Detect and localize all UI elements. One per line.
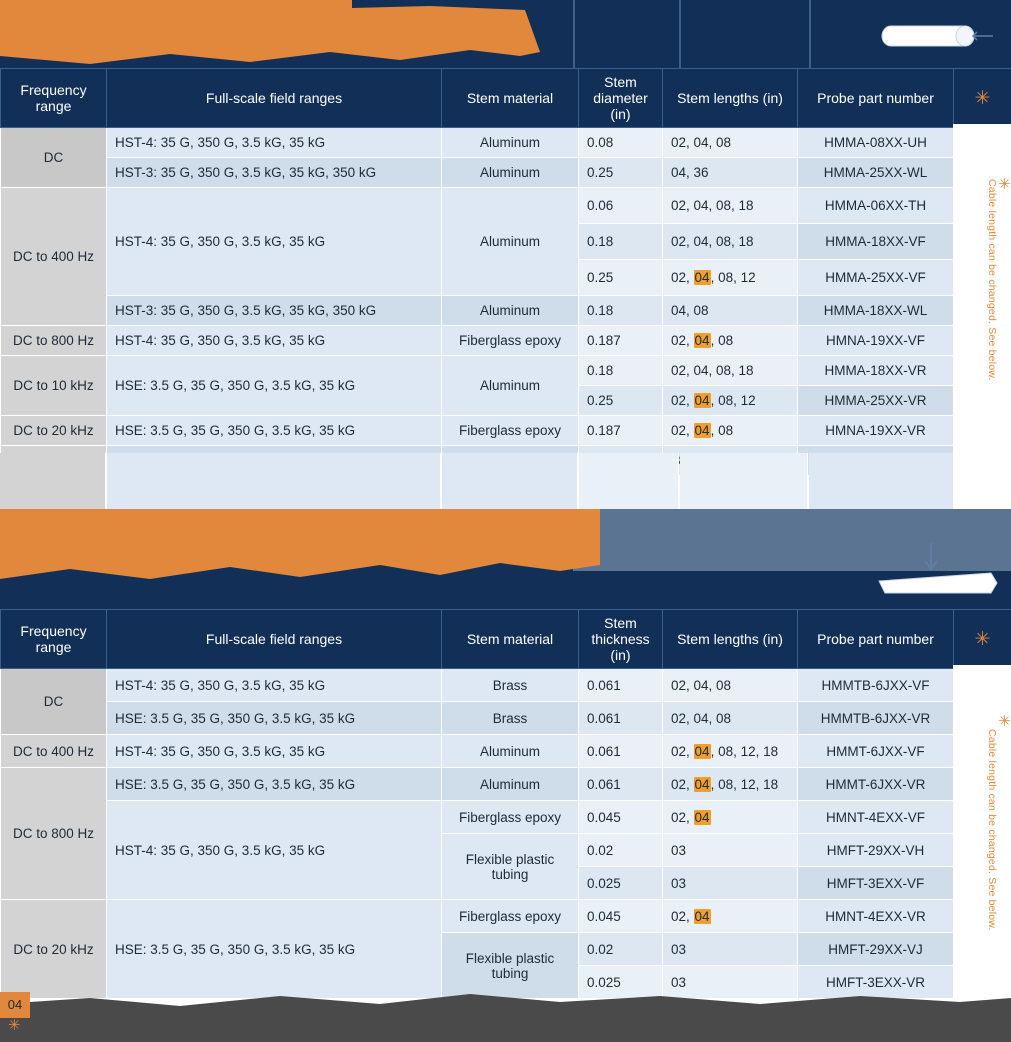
th-stem-material: Stem material [442, 69, 579, 128]
cell-frequency-range: DC to 400 Hz [1, 188, 107, 326]
cell-probe-part-number: HMMTB-6JXX-VF [798, 669, 954, 702]
cell-stem-material: Aluminum [442, 188, 579, 296]
table-row [1, 801, 1011, 834]
cell-stem-material: Fiberglass epoxy [442, 900, 579, 933]
cell-field-ranges: HST-4: 35 G, 350 G, 3.5 kG, 35 kG [107, 735, 442, 768]
bottom-star-icon: ✳ [8, 1017, 21, 1034]
table1-header-row [1, 69, 1011, 128]
cell-field-ranges: HST-4: 35 G, 350 G, 3.5 kG, 35 kG [107, 326, 442, 356]
cell-probe-part-number: HMMA-18XX-VF [798, 224, 954, 260]
th-stem-lengths: Stem lengths (in) [663, 69, 798, 128]
th2-footnote-star [954, 610, 1011, 669]
highlight-code: 04 [694, 743, 710, 759]
table-row [1, 356, 1011, 386]
top-orange-torn-band [0, 0, 573, 68]
cell-stem-thickness: 0.02 [579, 834, 663, 867]
cell-stem-material: Brass [442, 669, 579, 702]
probe-tube-icon [871, 537, 1001, 599]
cell-stem-lengths: 02, 04, 08 [663, 669, 798, 702]
cell-stem-material: Fiberglass epoxy [442, 801, 579, 834]
th-footnote-star [954, 69, 1011, 128]
highlight-code: 04 [694, 908, 710, 924]
cell-probe-part-number: HMFT-29XX-VH [798, 834, 954, 867]
cell-stem-lengths: 02, 04, 08, 18 [663, 356, 798, 386]
cell-probe-part-number: HMFT-3EXX-VR [798, 966, 954, 999]
cell-stem-lengths: 02, 04, 08 [663, 326, 798, 356]
cell-probe-part-number: HMNA-19XX-VF [798, 326, 954, 356]
cell-stem-lengths: 04, 36 [663, 158, 798, 188]
table2-cable-note [953, 712, 1011, 947]
cell-frequency-range: DC to 20 kHz [1, 416, 107, 446]
cell-stem-diameter: 0.187 [579, 326, 663, 356]
cell-stem-lengths: 02, 04, 08, 18 [663, 188, 798, 224]
cell-stem-diameter: 0.06 [579, 188, 663, 224]
highlight-code: 04 [694, 393, 710, 409]
cell-field-ranges: HST-3: 35 G, 350 G, 3.5 kG, 35 kG, 350 kG [107, 296, 442, 326]
middle-torn-band [0, 509, 1011, 617]
cell-stem-material: Flexible plastic tubing [442, 933, 579, 999]
cell-probe-part-number: HMMA-25XX-WL [798, 158, 954, 188]
cell-stem-thickness: 0.061 [579, 669, 663, 702]
bottom-torn-band [0, 986, 1011, 1042]
side-star-icon-2: ✳ [998, 713, 1011, 730]
cell-stem-material: Aluminum [442, 128, 579, 158]
cell-probe-part-number: HMMA-25XX-VR [798, 386, 954, 416]
cell-stem-thickness: 0.045 [579, 801, 663, 834]
cell-stem-diameter: 0.25 [579, 386, 663, 416]
table-row [1, 702, 1011, 735]
cell-stem-diameter: 0.18 [579, 356, 663, 386]
th2-frequency-range: Frequency range [1, 610, 107, 669]
star-icon: ✳ [974, 87, 991, 109]
side-star-icon: ✳ [998, 176, 1011, 193]
cell-stem-lengths: 03 [663, 867, 798, 900]
cell-stem-diameter: 0.18 [579, 296, 663, 326]
probe-spec-table-1 [0, 68, 1011, 476]
header-divider-3 [809, 0, 811, 68]
cell-stem-lengths: 02, 04, 08 [663, 416, 798, 446]
cell-stem-material: Aluminum [442, 768, 579, 801]
header-divider-2 [679, 0, 681, 68]
cell-stem-diameter: 0.25 [579, 260, 663, 296]
cell-stem-lengths: 02, 04, 08 [663, 128, 798, 158]
cell-stem-lengths: 03 [663, 966, 798, 999]
side-note-text: Cable length can be changed. See below. [986, 179, 999, 381]
cell-frequency-range: DC [1, 669, 107, 735]
cell-stem-thickness: 0.061 [579, 735, 663, 768]
cell-probe-part-number: HMFT-3EXX-VF [798, 867, 954, 900]
th-probe-part-number: Probe part number [798, 69, 954, 128]
cell-probe-part-number: HMMA-18XX-WL [798, 296, 954, 326]
cell-field-ranges: HST-4: 35 G, 350 G, 3.5 kG, 35 kG [107, 669, 442, 702]
cell-stem-lengths: 03 [663, 834, 798, 867]
cell-field-ranges: HST-4: 35 G, 350 G, 3.5 kG, 35 kG [107, 188, 442, 296]
cell-field-ranges: HSE: 3.5 G, 35 G, 350 G, 3.5 kG, 35 kG [107, 900, 442, 999]
side-note-text-2: Cable length can be changed. See below. [986, 728, 999, 931]
highlight-code: 04 [694, 809, 710, 825]
th-frequency-range: Frequency range [1, 69, 107, 128]
cell-probe-part-number: HMNT-4EXX-VF [798, 801, 954, 834]
cell-stem-lengths: 02, 04, 08, 12 [663, 260, 798, 296]
cell-field-ranges: HST-3: 35 G, 350 G, 3.5 kG, 35 kG, 350 kG [107, 158, 442, 188]
header-divider-1 [573, 0, 575, 68]
cell-field-ranges: HSE: 3.5 G, 35 G, 350 G, 3.5 kG, 35 kG [107, 768, 442, 801]
table-row [1, 296, 1011, 326]
table-row [1, 416, 1011, 446]
table-row [1, 669, 1011, 702]
cell-probe-part-number: HMMA-06XX-TH [798, 188, 954, 224]
cell-stem-material: Brass [442, 702, 579, 735]
table-row [1, 735, 1011, 768]
table-row [1, 900, 1011, 933]
cell-frequency-range: DC to 400 Hz [1, 735, 107, 768]
table1-cable-note [953, 175, 1011, 385]
cell-stem-lengths: 02, 04, 08, 12, 18 [663, 735, 798, 768]
th2-stem-material: Stem material [442, 610, 579, 669]
cell-probe-part-number: HMMT-6JXX-VF [798, 735, 954, 768]
cell-frequency-range: DC to 800 Hz [1, 326, 107, 356]
highlight-code: 04 [694, 270, 710, 286]
cell-stem-material: Fiberglass epoxy [442, 326, 579, 356]
cell-stem-material: Aluminum [442, 735, 579, 768]
bottom-grey-area [0, 994, 1011, 1042]
cell-stem-lengths: 02, 04 [663, 801, 798, 834]
th-field-ranges: Full-scale field ranges [107, 69, 442, 128]
highlight-code: 04 [694, 333, 710, 349]
cell-stem-diameter: 0.18 [579, 224, 663, 260]
cell-stem-diameter: 0.187 [579, 416, 663, 446]
cell-frequency-range: DC to 10 kHz [1, 356, 107, 416]
cell-probe-part-number: HMMA-25XX-VF [798, 260, 954, 296]
cell-stem-thickness: 0.045 [579, 900, 663, 933]
cell-stem-material: Fiberglass epoxy [442, 416, 579, 446]
th2-stem-lengths: Stem lengths (in) [663, 610, 798, 669]
cell-field-ranges: HST-4: 35 G, 350 G, 3.5 kG, 35 kG [107, 801, 442, 900]
cell-field-ranges: HSE: 3.5 G, 35 G, 350 G, 3.5 kG, 35 kG [107, 702, 442, 735]
probe-spec-table-2 [0, 609, 1011, 999]
cell-stem-lengths: 03 [663, 933, 798, 966]
table2-body [1, 669, 1011, 999]
table1-body [1, 128, 1011, 476]
cell-frequency-range: DC [1, 128, 107, 188]
cell-stem-thickness: 0.025 [579, 966, 663, 999]
cell-stem-thickness: 0.061 [579, 768, 663, 801]
th-stem-diameter: Stem diameter (in) [579, 69, 663, 128]
cell-stem-lengths: 02, 04, 08 [663, 702, 798, 735]
bottom-code-chip: 04 [0, 992, 30, 1018]
cell-stem-lengths: 04, 08 [663, 296, 798, 326]
highlight-code: 04 [694, 776, 710, 792]
cell-frequency-range: DC to 800 Hz [1, 768, 107, 900]
cell-stem-material: Aluminum [442, 356, 579, 416]
cell-field-ranges: HSE: 3.5 G, 35 G, 350 G, 3.5 kG, 35 kG [107, 356, 442, 416]
cell-stem-thickness: 0.025 [579, 867, 663, 900]
table2-header-row [1, 610, 1011, 669]
cell-stem-material: Flexible plastic tubing [442, 834, 579, 900]
cell-stem-lengths: 02, 04, 08, 18 [663, 224, 798, 260]
table-row [1, 188, 1011, 224]
cell-frequency-range: DC to 20 kHz [1, 900, 107, 999]
cell-probe-part-number: HMNT-4EXX-VR [798, 900, 954, 933]
table-row [1, 128, 1011, 158]
cell-stem-material: Aluminum [442, 296, 579, 326]
cell-probe-part-number: HMMA-08XX-UH [798, 128, 954, 158]
cell-probe-part-number: HMFT-29XX-VJ [798, 933, 954, 966]
cell-stem-diameter: 0.25 [579, 158, 663, 188]
cell-stem-diameter: 0.08 [579, 128, 663, 158]
cell-probe-part-number: HMMTB-6JXX-VR [798, 702, 954, 735]
probe-cylinder-icon [873, 20, 993, 52]
cell-field-ranges: HST-4: 35 G, 350 G, 3.5 kG, 35 kG [107, 128, 442, 158]
cell-probe-part-number: HMNA-19XX-VR [798, 416, 954, 446]
highlight-code: 04 [694, 423, 710, 439]
table-row [1, 326, 1011, 356]
cell-stem-material: Aluminum [442, 158, 579, 188]
cell-stem-thickness: 0.02 [579, 933, 663, 966]
th2-stem-thickness: Stem thickness (in) [579, 610, 663, 669]
cell-probe-part-number: HMMA-18XX-VR [798, 356, 954, 386]
table-row [1, 768, 1011, 801]
th2-field-ranges: Full-scale field ranges [107, 610, 442, 669]
th2-probe-part-number: Probe part number [798, 610, 954, 669]
cell-stem-lengths: 02, 04, 08, 12 [663, 386, 798, 416]
cell-stem-thickness: 0.061 [579, 702, 663, 735]
table-row [1, 158, 1011, 188]
cell-stem-lengths: 02, 04, 08, 12, 18 [663, 768, 798, 801]
cell-stem-lengths: 02, 04 [663, 900, 798, 933]
cell-field-ranges: HSE: 3.5 G, 35 G, 350 G, 3.5 kG, 35 kG [107, 416, 442, 446]
cell-probe-part-number: HMMT-6JXX-VR [798, 768, 954, 801]
star-icon-2: ✳ [974, 628, 991, 650]
